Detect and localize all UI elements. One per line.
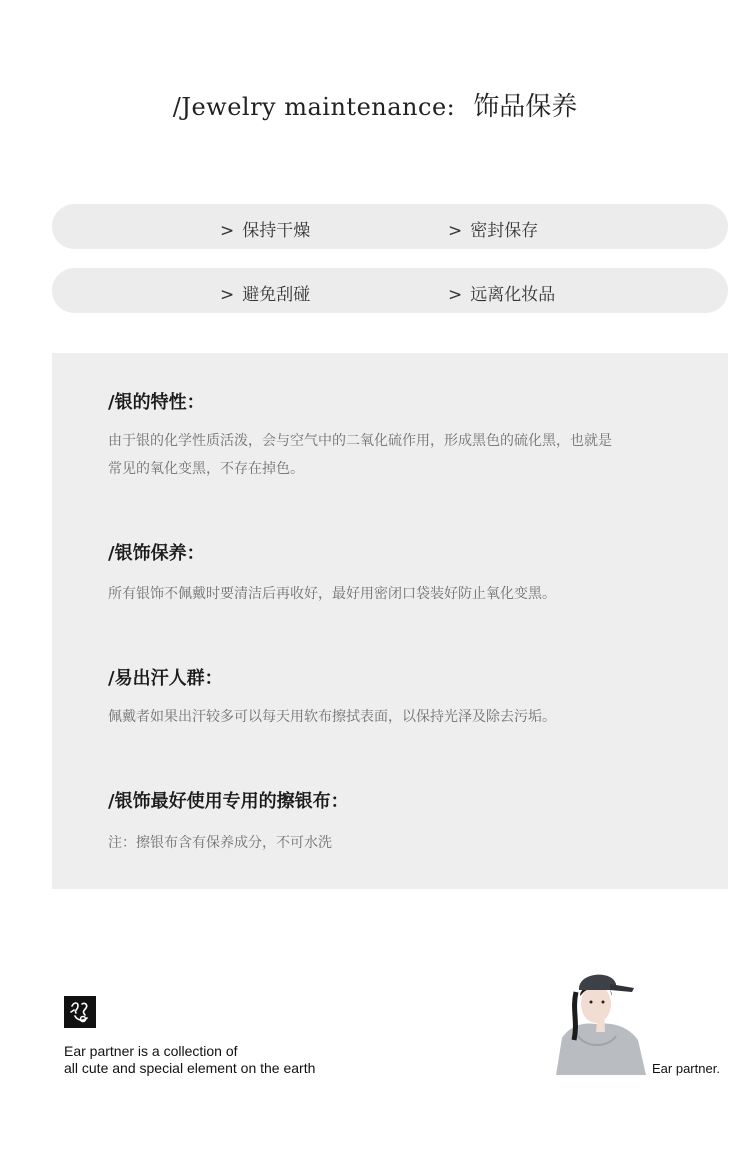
section-heading-silver-care: /银饰保养： xyxy=(108,543,205,564)
tagline-line: Ear partner is a collection of xyxy=(64,1043,238,1059)
tip-seal-storage xyxy=(448,216,538,241)
brand-name: Ear partner. xyxy=(652,1061,720,1076)
section-heading-polishing-cloth: /银饰最好使用专用的擦银布： xyxy=(108,791,349,812)
tips-row-1 xyxy=(52,204,728,249)
tip-keep-dry xyxy=(220,216,310,241)
tip-avoid-scratch xyxy=(220,280,310,305)
title-chinese: 饰品保养 xyxy=(473,92,578,122)
section-heading-sweat: /易出汗人群： xyxy=(108,668,223,689)
care-info-panel xyxy=(52,353,728,889)
tagline-line: all cute and special element on the earth xyxy=(64,1060,316,1076)
brand-tagline xyxy=(64,1043,315,1077)
model-photo xyxy=(552,960,648,1075)
tips-row-2 xyxy=(52,268,728,313)
tip-label: 避免刮碰 xyxy=(242,285,311,305)
section-body-line: 所有银饰不佩戴时要清洁后再收好，最好用密闭口袋装好防止氧化变黑。 xyxy=(108,586,556,602)
chevron-right-icon: > xyxy=(448,221,463,241)
section-body-line: 常见的氧化变黑，不存在掉色。 xyxy=(108,461,304,477)
chevron-right-icon: > xyxy=(448,285,463,305)
chevron-right-icon: > xyxy=(220,285,235,305)
section-body-line: 佩戴者如果出汗较多可以每天用软布擦拭表面，以保持光泽及除去污垢。 xyxy=(108,709,556,725)
section-body-line: 由于银的化学性质活泼，会与空气中的二氧化硫作用，形成黑色的硫化黑，也就是 xyxy=(108,433,612,449)
section-heading-silver-properties: /银的特性： xyxy=(108,392,205,413)
tip-label: 保持干燥 xyxy=(242,221,311,241)
tip-label: 密封保存 xyxy=(470,221,539,241)
chevron-right-icon: > xyxy=(220,221,235,241)
tip-avoid-cosmetics xyxy=(448,280,555,305)
ear-logo-icon xyxy=(64,996,96,1028)
page-title xyxy=(0,86,750,123)
tip-label: 远离化妆品 xyxy=(470,285,556,305)
title-english: /Jewelry maintenance: xyxy=(172,93,456,121)
section-body-line: 注：擦银布含有保养成分，不可水洗 xyxy=(108,835,332,851)
